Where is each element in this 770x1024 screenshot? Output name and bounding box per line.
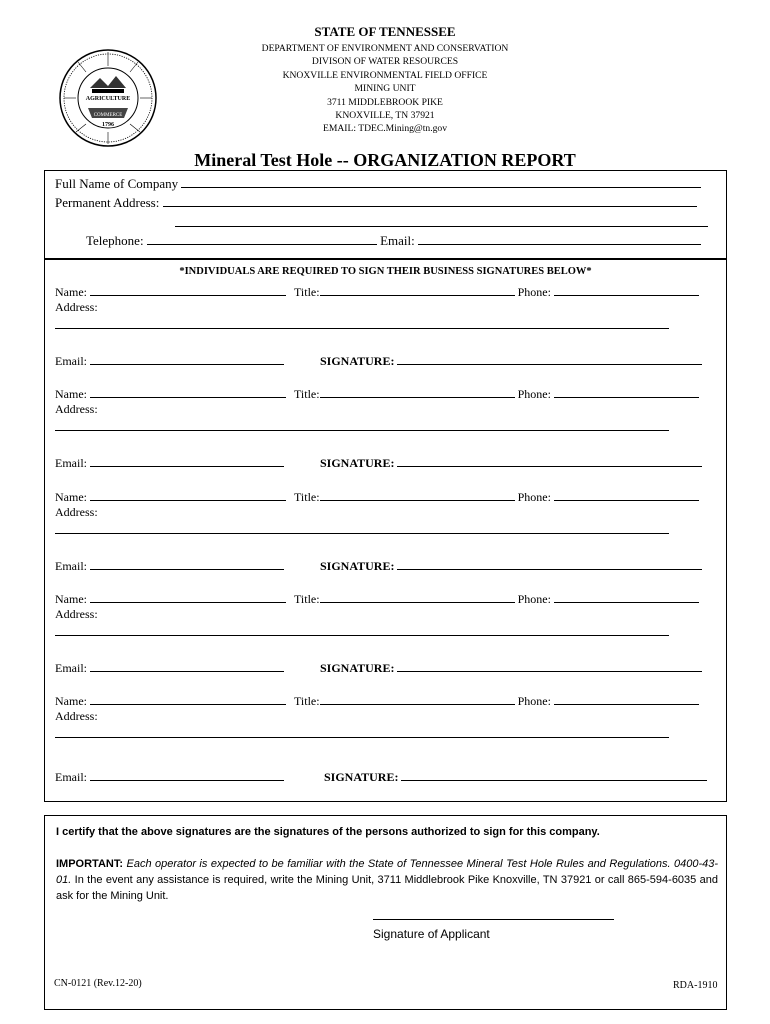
individual-2-name-row xyxy=(55,386,699,402)
individual-5-phone-field[interactable] xyxy=(554,693,699,705)
individual-name-label: Name: xyxy=(55,694,87,708)
individual-3-signature-row xyxy=(320,558,702,574)
individual-5-name-field[interactable] xyxy=(90,693,286,705)
individual-2-email-row xyxy=(55,455,284,471)
individual-signature-label: SIGNATURE: xyxy=(320,661,395,675)
individual-name-label: Name: xyxy=(55,592,87,606)
seal-text-agriculture: AGRICULTURE xyxy=(85,96,131,102)
telephone-field[interactable] xyxy=(147,233,377,245)
individual-5-email-field[interactable] xyxy=(90,769,284,781)
individual-1-email-row xyxy=(55,353,284,369)
individual-address-label: Address: xyxy=(55,709,98,723)
individual-3-email-field[interactable] xyxy=(90,558,284,570)
individual-2-address-field[interactable] xyxy=(55,430,669,431)
company-name-field[interactable] xyxy=(181,176,701,188)
individual-email-label: Email: xyxy=(55,770,87,784)
individual-phone-label: Phone: xyxy=(517,285,551,299)
individual-3-signature-field[interactable] xyxy=(397,558,702,570)
company-email-label: Email: xyxy=(380,233,415,248)
seal-text-year: 1796 xyxy=(102,122,114,128)
department-line: DEPARTMENT OF ENVIRONMENT AND CONSERVATION xyxy=(261,43,509,54)
form-title: Mineral Test Hole -- ORGANIZATION REPORT xyxy=(194,150,576,170)
individual-email-label: Email: xyxy=(55,456,87,470)
individual-title-label: Title: xyxy=(294,285,320,299)
individual-address-label: Address: xyxy=(55,607,98,621)
individual-signature-label: SIGNATURE: xyxy=(320,354,395,368)
signature-notice: *INDIVIDUALS ARE REQUIRED TO SIGN THEIR BUSINESS SIGNATURES BELOW* xyxy=(179,266,592,277)
individual-4-phone-field[interactable] xyxy=(554,591,699,603)
individual-5-signature-field[interactable] xyxy=(401,769,707,781)
individuals-section xyxy=(44,259,727,802)
individual-2-email-field[interactable] xyxy=(90,455,284,467)
individual-4-address-field[interactable] xyxy=(55,635,669,636)
individual-1-title-field[interactable] xyxy=(320,284,515,296)
individual-title-label: Title: xyxy=(294,592,320,606)
applicant-signature-caption: Signature of Applicant xyxy=(373,927,490,941)
city-line: KNOXVILLE, TN 37921 xyxy=(335,110,435,122)
permanent-address-field[interactable] xyxy=(163,195,697,207)
individual-address-label: Address: xyxy=(55,300,98,314)
individual-3-address-field[interactable] xyxy=(55,533,669,534)
company-name-row xyxy=(55,176,701,192)
individual-3-email-row xyxy=(55,558,284,574)
individual-2-title-field[interactable] xyxy=(320,386,515,398)
individual-5-email-row xyxy=(55,769,284,785)
individual-5-address-field[interactable] xyxy=(55,737,669,738)
street-line: 3711 MIDDLEBROOK PIKE xyxy=(327,96,443,108)
individual-5-title-field[interactable] xyxy=(320,693,515,705)
individual-signature-label: SIGNATURE: xyxy=(320,456,395,470)
telephone-email-row xyxy=(86,233,701,249)
individual-1-signature-field[interactable] xyxy=(397,353,702,365)
individual-1-name-field[interactable] xyxy=(90,284,286,296)
rda-number: RDA-1910 xyxy=(673,980,718,991)
individual-email-label: Email: xyxy=(55,354,87,368)
certification-section xyxy=(44,815,727,1010)
company-name-label: Full Name of Company xyxy=(55,176,179,191)
individual-1-name-row xyxy=(55,284,699,300)
email-line: EMAIL: TDEC.Mining@tn.gov xyxy=(322,123,448,135)
individual-phone-label: Phone: xyxy=(517,387,551,401)
important-notice xyxy=(56,856,718,904)
individual-address-label: Address: xyxy=(55,402,98,416)
individual-phone-label: Phone: xyxy=(517,694,551,708)
telephone-label: Telephone: xyxy=(86,233,144,248)
company-email-field[interactable] xyxy=(418,233,701,245)
form-number: CN-0121 (Rev.12-20) xyxy=(54,978,142,989)
field-office-line: KNOXVILLE ENVIRONMENTAL FIELD OFFICE xyxy=(282,69,488,81)
individual-email-label: Email: xyxy=(55,661,87,675)
individual-1-address-field[interactable] xyxy=(55,328,669,329)
individual-signature-label: SIGNATURE: xyxy=(320,559,395,573)
agency-address-block xyxy=(0,42,770,136)
permanent-address-row xyxy=(55,195,697,211)
individual-email-label: Email: xyxy=(55,559,87,573)
individual-address-label: Address: xyxy=(55,505,98,519)
individual-4-name-field[interactable] xyxy=(90,591,286,603)
permanent-address-row-2 xyxy=(175,215,708,231)
individual-1-email-field[interactable] xyxy=(90,353,284,365)
individual-phone-label: Phone: xyxy=(517,490,551,504)
individual-1-phone-field[interactable] xyxy=(554,284,699,296)
individual-2-phone-field[interactable] xyxy=(554,386,699,398)
important-text: In the event any assistance is required, write the Mining Unit, 3711 Middlebrook Pike Knoxville, TN 37921 or call 865-594-6035 and ask for the Mining Unit. xyxy=(56,874,718,902)
individual-4-email-row xyxy=(55,660,284,676)
permanent-address-label: Permanent Address: xyxy=(55,195,160,210)
individual-3-name-row xyxy=(55,489,699,505)
individual-2-signature-row xyxy=(320,455,702,471)
seal-text-commerce: COMMERCE xyxy=(93,113,123,118)
individual-title-label: Title: xyxy=(294,490,320,504)
individual-name-label: Name: xyxy=(55,490,87,504)
individual-3-phone-field[interactable] xyxy=(554,489,699,501)
individual-5-name-row xyxy=(55,693,699,709)
individual-3-name-field[interactable] xyxy=(90,489,286,501)
individual-2-signature-field[interactable] xyxy=(397,455,702,467)
individual-3-title-field[interactable] xyxy=(320,489,515,501)
unit-line: MINING UNIT xyxy=(354,83,416,95)
individual-4-signature-row xyxy=(320,660,702,676)
individual-name-label: Name: xyxy=(55,387,87,401)
individual-name-label: Name: xyxy=(55,285,87,299)
individual-title-label: Title: xyxy=(294,387,320,401)
important-italic-text: Each operator is expected to be familiar with the State of Tennessee Mineral Test Hole Rules and Regulations. 0400-43-01. xyxy=(56,858,719,886)
individual-signature-label: SIGNATURE: xyxy=(324,770,399,784)
state-title: STATE OF TENNESSEE xyxy=(314,24,456,39)
individual-1-signature-row xyxy=(320,353,702,369)
individual-title-label: Title: xyxy=(294,694,320,708)
individual-4-signature-field[interactable] xyxy=(397,660,702,672)
permanent-address-field-2[interactable] xyxy=(175,215,708,227)
individual-4-email-field[interactable] xyxy=(90,660,284,672)
certification-statement: I certify that the above signatures are the signatures of the persons authorized to sign for this company. xyxy=(56,826,600,838)
division-line: DIVISON OF WATER RESOURCES xyxy=(311,56,459,68)
individual-phone-label: Phone: xyxy=(517,592,551,606)
important-label: IMPORTANT: xyxy=(56,858,124,870)
applicant-signature-line[interactable] xyxy=(373,919,614,920)
individual-5-signature-row xyxy=(324,769,707,785)
individual-2-name-field[interactable] xyxy=(90,386,286,398)
individual-4-name-row xyxy=(55,591,699,607)
individual-4-title-field[interactable] xyxy=(320,591,515,603)
